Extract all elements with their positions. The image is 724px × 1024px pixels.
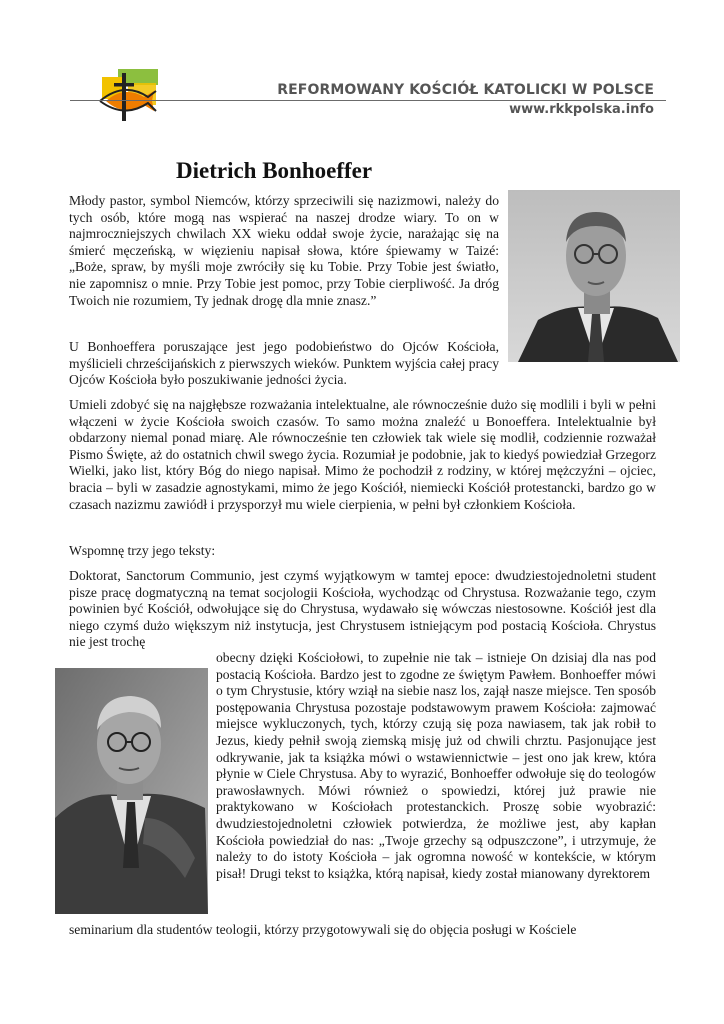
organization-website[interactable]: www.rkkpolska.info (509, 102, 654, 117)
paragraph-three-texts: Wspomnę trzy jego teksty: (69, 543, 216, 558)
fish-cross-logo-icon (98, 67, 160, 125)
bonhoeffer-seated-photo (55, 668, 208, 914)
paragraph-intellectual-prayer: Umieli zdobyć się na najgłębsze rozważania intelektualne, ale równocześnie dużo się modlili i byli w pełni włączeni w życie Kościoła swoich czasów. To samo można znaleźć u Bonoeffera. Intelektualnie był obdarzony niemal ponad miarę. Ale równocześnie ten człowiek tak wiele się modlił, codziennie rozważał Pismo Święte, aż do ostatnich chwil swego życia. Rozumiał je podobnie, jak to kiedyś powiedział Grzegorz Wielki, jako list, który Bóg do niego napisał. Mimo że pochodził z rodziny, w której mężczyźni – ojciec, bracia – byli w zasadzie agnostykami, mimo że jego Kościół, niemiecki Kościół protestancki, bardzo go w czasach nazizmu zawiódł i przysporzył mu wiele cierpienia, w pełni był członkiem Kościoła. (69, 397, 656, 512)
paragraph-seminary: seminarium dla studentów teologii, którzy przygotowywali się do objęcia posługi w Kościele (69, 922, 577, 937)
paragraph-doctorate: Doktorat, Sanctorum Communio, jest czymś wyjątkowym w tamtej epoce: dwudziestojednoletni student pisze pracę dogmatyczną na temat socjologii Kościoła, wychodząc od Chrystusa. Rozważanie tego, czym powinien być Kościół, odwołujące się do Chrystusa, wydawało się wówczas niestosowne. Kościół jest dla niego czymś dużo większym niż instytucja, jest Chrystusem istniejącym pod postacią Kościoła. Chrystus nie jest trochę (69, 568, 656, 650)
article-title: Dietrich Bonhoeffer (176, 158, 373, 183)
bonhoeffer-portrait-photo (508, 190, 680, 362)
letterhead (0, 0, 724, 140)
header-divider (70, 100, 666, 101)
organization-name: REFORMOWANY KOŚCIÓŁ KATOLICKI W POLSCE (277, 82, 654, 98)
paragraph-doctorate-continued: obecny dzięki Kościołowi, to zupełnie nie tak – istnieje On dzisiaj dla nas pod postacią Kościoła. Bardzo jest to zgodne ze świętym Pawłem. Bonhoeffer mówi o tym Chrystusie, który wziął na siebie nasz los, zajął nasze miejsce. Ten sposób postępowania Chrystusa pozostaje podstawowym prawem Kościoła: zajmować miejsce wykluczonych, tych, którzy czują się poza nawiasem, tak jak robił to Jezus, kiedy pełnił swoją ziemską misję już od chwili chrztu. Pasjonujące jest odkrywanie, jak ta książka mówi o wstawiennictwie – jest ono jak krew, która płynie w Ciele Chrystusa. Aby to wyrazić, Bonhoeffer odwołuje się do teologów prawosławnych. Mówi również o spowiedzi, której już prawie nie praktykowano w Kościołach protestanckich. Proszę sobie wyobrazić: dwudziestojednoletni człowiek potwierdza, że możliwe jest, aby kapłan Kościoła powiedział do nas: „Twoje grzechy są odpuszczone”, i utrzymuje, że należy to do istoty Kościoła – jak ogromna nowość w kontekście, w którym pisał! Drugi tekst to książka, którą napisał, kiedy został mianowany dyrektorem (216, 650, 656, 881)
paragraph-church-fathers: U Bonhoeffera poruszające jest jego podobieństwo do Ojców Kościoła, myślicieli chrześcijańskich z pierwszych wieków. Punktem wyjścia całej pracy Ojców Kościoła było poszukiwanie jedności życia. (69, 339, 499, 388)
paragraph-intro: Młody pastor, symbol Niemców, którzy sprzeciwili się nazizmowi, należy do tych osób, które mogą nas wspierać na naszej drodze wiary. To on w najmroczniejszych chwilach XX wieku oddał swoje życie, narażając się na śmierć męczeńską, w więzieniu napisał słowa, które śpiewamy w Taizé: „Boże, spraw, by myśli moje zwróciły się ku Tobie. Przy Tobie jest światło, nie zapomnisz o mnie. Przy Tobie jest pomoc, przy Tobie cierpliwość. Ja dróg Twoich nie rozumiem, Ty jednak drogę dla mnie znasz.” (69, 193, 499, 308)
